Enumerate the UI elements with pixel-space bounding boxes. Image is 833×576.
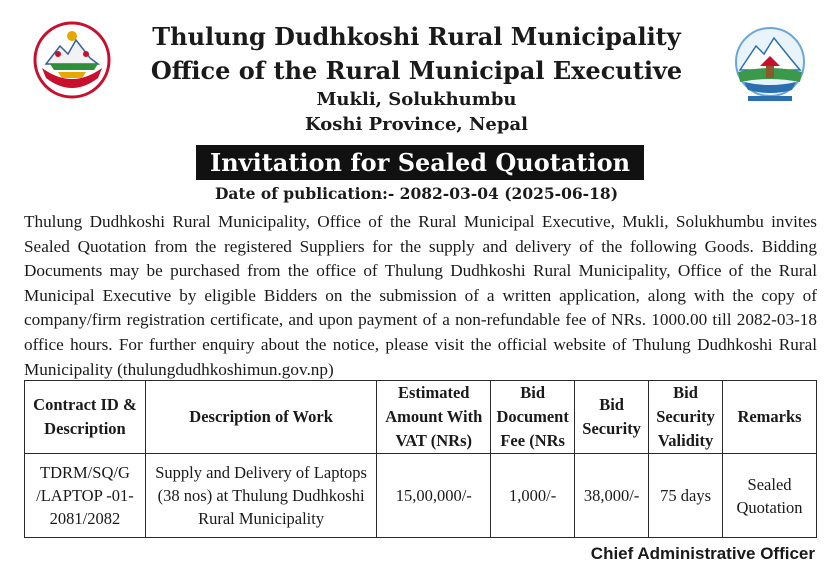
cell-remarks: Sealed Quotation xyxy=(723,454,817,538)
notice-body: Thulung Dudhkoshi Rural Municipality, Office of the Rural Municipal Executive, Mukli, Solukhumbu invites Sealed Quotation from the registered Suppliers for the supply and delivery of the following Goods. Bidding Documents may be purchased from the office of Thulung Dudhkoshi Rural Municipality, Office of the Rural Municipal Executive by eligible Bidders on the submission of a written application, along with the copy of company/firm registration certificate, and upon payment of a non-refundable fee of NRs. 1000.00 till 2082-03-18 office hours. For further enquiry about the notice, please visit the official website of Thulung Dudhkoshi Rural Municipality (thulungdudhkoshimun.gov.np) xyxy=(24,212,817,379)
header-security: Bid Security xyxy=(575,381,649,454)
address-line: Mukli, Solukhumbu xyxy=(316,89,517,110)
quotation-table xyxy=(24,380,817,538)
cell-doc-fee: 1,000/- xyxy=(491,454,575,538)
cell-description: Supply and Delivery of Laptops (38 nos) at Thulung Dudhkoshi Rural Municipality xyxy=(145,454,376,538)
header-remarks: Remarks xyxy=(723,381,817,454)
table-header-row xyxy=(25,381,817,454)
header-validity: Bid Security Validity xyxy=(649,381,723,454)
table-row xyxy=(25,454,817,538)
notice-title-banner: Invitation for Sealed Quotation xyxy=(196,145,644,180)
cell-security: 38,000/- xyxy=(575,454,649,538)
cell-validity: 75 days xyxy=(649,454,723,538)
header-amount: Estimated Amount With VAT (NRs) xyxy=(377,381,491,454)
cell-contract-id: TDRM/SQ/G /LAPTOP -01-2081/2082 xyxy=(25,454,146,538)
header-doc-fee: Bid Document Fee (NRs xyxy=(491,381,575,454)
publication-date: Date of publication:- 2082-03-04 (2025-06-18) xyxy=(214,184,619,203)
province-line: Koshi Province, Nepal xyxy=(305,114,528,135)
municipality-logo-icon xyxy=(730,24,810,104)
header-contract-id: Contract ID & Description xyxy=(25,381,146,454)
header-description: Description of Work xyxy=(145,381,376,454)
cell-amount: 15,00,000/- xyxy=(377,454,491,538)
municipality-name: Thulung Dudhkoshi Rural Municipality xyxy=(152,22,681,51)
signatory-title: Chief Administrative Officer xyxy=(590,544,815,563)
office-name: Office of the Rural Municipal Executive xyxy=(150,56,683,85)
